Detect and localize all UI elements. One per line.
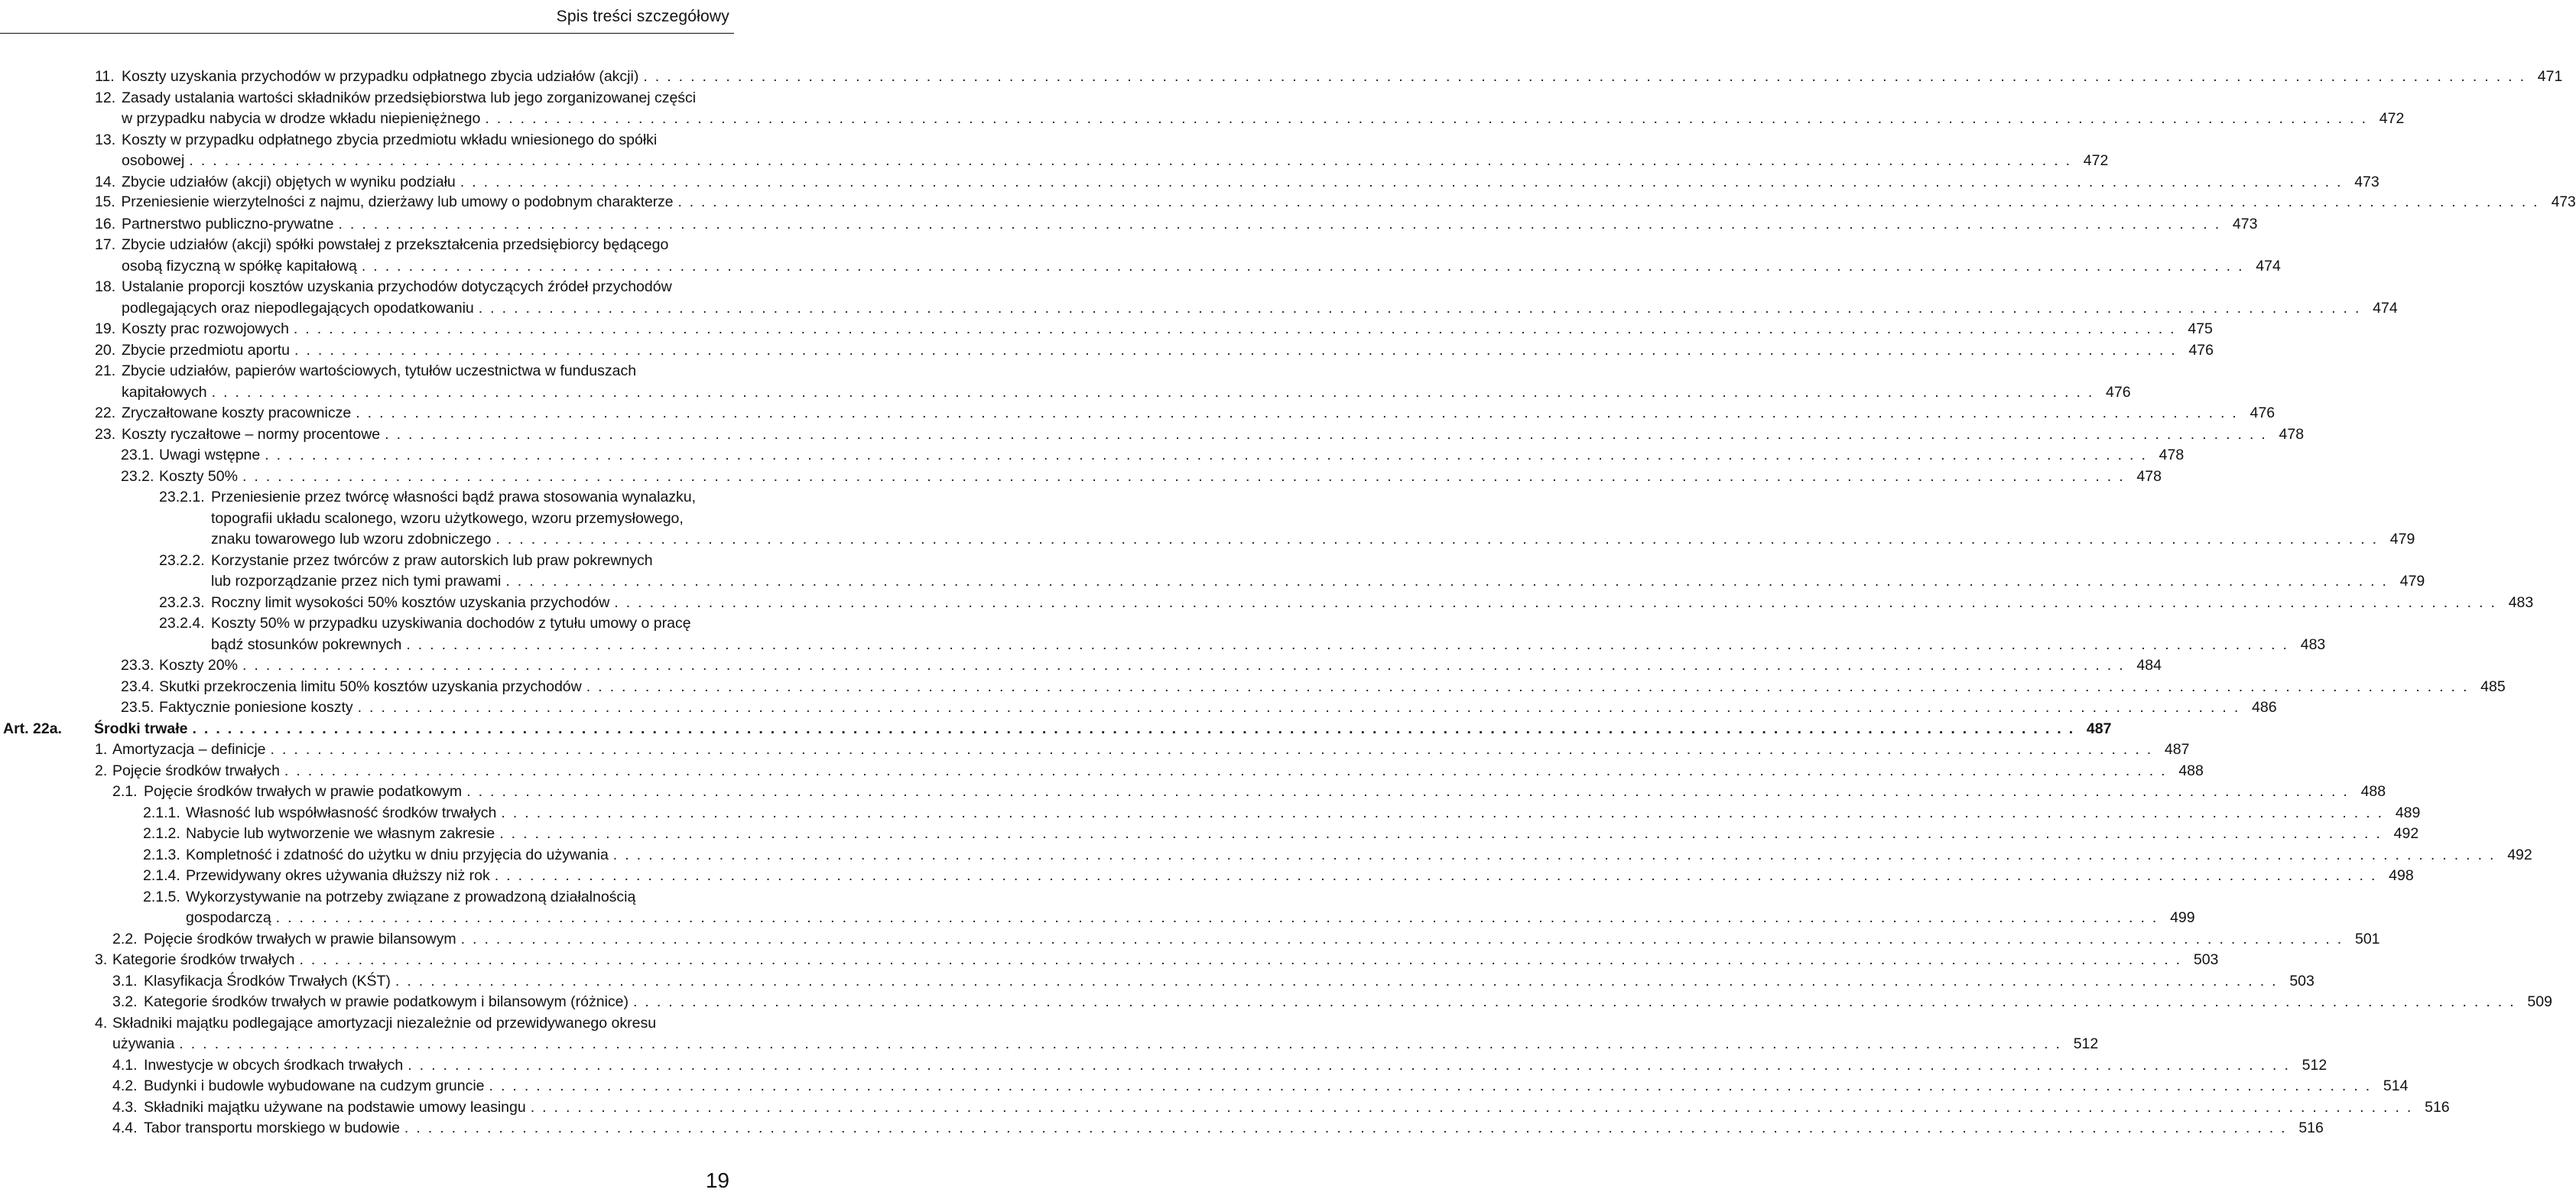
toc-page-number: 503 bbox=[2289, 972, 2315, 990]
toc-entry-title: Zbycie udziałów (akcji) objętych w wyniku podziału bbox=[122, 173, 456, 190]
toc-entry-title: osobą fizyczną w spółkę kapitałową bbox=[122, 257, 357, 275]
toc-line bbox=[211, 508, 684, 529]
dot-leader: . . . . . . . . . . . . . . . . . . . . . . . . . . . . . . . . . . . . . . . . . . . . . . . . . . . . . . . . . . . . . . . . . . . . . . . . . . . . . . . . . . . . . . . . . . . . . . . . . . . . . . . . . . . . . . . . . . . . . . . . . . . . . . . . . . . . . . . . . . . . . . . . . . . . . . . . . . . . . . . . bbox=[460, 173, 2343, 190]
toc-entry bbox=[0, 87, 2405, 129]
toc-entry bbox=[0, 129, 2109, 171]
toc-entry-title: Środki trwałe bbox=[94, 720, 188, 737]
toc-entry-title: Przewidywany okres używania dłuższy niż rok bbox=[186, 867, 490, 884]
toc-entry bbox=[0, 739, 2190, 760]
toc-entry-number: 22. bbox=[95, 405, 116, 421]
toc-line bbox=[95, 213, 2258, 235]
toc-entry-title: Zbycie udziałów, papierów wartościowych, tytułów uczestnictwa w funduszach bbox=[122, 362, 637, 379]
toc-line bbox=[112, 781, 2386, 802]
toc-line bbox=[121, 466, 2162, 487]
toc-entry-title: Składniki majątku używane na podstawie umowy leasingu bbox=[144, 1098, 526, 1116]
toc-entry-title: w przypadku nabycia w drodze wkładu niepieniężnego bbox=[122, 110, 481, 127]
toc-line bbox=[143, 823, 2419, 844]
toc-entry-title: Korzystanie przez twórców z praw autorskich lub praw pokrewnych bbox=[211, 551, 653, 569]
toc-entry-title: znaku towarowego lub wzoru zdobniczego bbox=[211, 531, 492, 548]
toc-page-number: 486 bbox=[2252, 699, 2277, 716]
toc-entry-title: Koszty prac rozwojowych bbox=[122, 320, 289, 337]
dot-leader: . . . . . . . . . . . . . . . . . . . . . . . . . . . . . . . . . . . . . . . . . . . . . . . . . . . . . . . . . . . . . . . . . . . . . . . . . . . . . . . . . . . . . . . . . . . . . . . . . . . . . . . . . . . . . . . . . . . . . . . . . . . . . . . . . . . . . . . . . . . . . . . . . . . . . . . . . . . . . . . . bbox=[677, 194, 2539, 210]
running-header-title: Spis treści szczegółowy bbox=[556, 7, 729, 25]
toc-entry bbox=[0, 424, 2305, 445]
dot-leader: . . . . . . . . . . . . . . . . . . . . . . . . . . . . . . . . . . . . . . . . . . . . . . . . . . . . . . . . . . . . . . . . . . . . . . . . . . . . . . . . . . . . . . . . . . . . . . . . . . . . . . . . . . . . . . . . . . . . . . . . . . . . . . . . . . . . . . . . . . . . . . . . . . . . . . . . . . . . . . . . bbox=[633, 993, 2516, 1010]
toc-entry bbox=[0, 1117, 2324, 1139]
toc-line bbox=[159, 486, 696, 508]
toc-page-number: 516 bbox=[2298, 1120, 2324, 1136]
toc-line bbox=[121, 676, 2506, 697]
toc-entry-number: 17. bbox=[95, 236, 116, 253]
dot-leader: . . . . . . . . . . . . . . . . . . . . . . . . . . . . . . . . . . . . . . . . . . . . . . . . . . . . . . . . . . . . . . . . . . . . . . . . . . . . . . . . . . . . . . . . . . . . . . . . . . . . . . . . . . . . . . . . . . . . . . . . . . . . . . . . . . . . . . . . . . . . . . . . . . . . . . . . . . . . . . . . bbox=[361, 257, 2244, 275]
toc-line bbox=[95, 424, 2305, 445]
toc-entry-number: 23.1. bbox=[121, 447, 154, 463]
dot-leader: . . . . . . . . . . . . . . . . . . . . . . . . . . . . . . . . . . . . . . . . . . . . . . . . . . . . . . . . . . . . . . . . . . . . . . . . . . . . . . . . . . . . . . . . . . . . . . . . . . . . . . . . . . . . . . . . . . . . . . . . . . . . . . . . . . . . . . . . . . . . . . . . . . . . . . . . . . . . . . . . bbox=[586, 678, 2469, 695]
toc-line bbox=[121, 697, 2277, 718]
toc-line bbox=[211, 634, 2326, 655]
dot-leader: . . . . . . . . . . . . . . . . . . . . . . . . . . . . . . . . . . . . . . . . . . . . . . . . . . . . . . . . . . . . . . . . . . . . . . . . . . . . . . . . . . . . . . . . . . . . . . . . . . . . . . . . . . . . . . . . . . . . . . . . . . . . . . . . . . . . . . . . . . . . . . . . . . . . . . . . . . . . . . . . bbox=[408, 1056, 2291, 1074]
toc-entry-title: Kategorie środków trwałych w prawie podatkowym i bilansowym (różnice) bbox=[144, 993, 629, 1010]
toc-line bbox=[122, 108, 2405, 129]
toc-page-number: 484 bbox=[2136, 657, 2162, 674]
toc-line bbox=[122, 382, 2131, 403]
toc-entry bbox=[0, 865, 2414, 886]
toc-page-number: 492 bbox=[2507, 846, 2532, 863]
dot-leader: . . . . . . . . . . . . . . . . . . . . . . . . . . . . . . . . . . . . . . . . . . . . . . . . . . . . . . . . . . . . . . . . . . . . . . . . . . . . . . . . . . . . . . . . . . . . . . . . . . . . . . . . . . . . . . . . . . . . . . . . . . . . . . . . . . . . . . . . . . . . . . . . . . . . . . . . . . . . . . . . bbox=[501, 804, 2384, 821]
toc-entry-title: Kategorie środków trwałych bbox=[112, 951, 295, 968]
toc-entry-number: 4.3. bbox=[112, 1098, 138, 1116]
dot-leader: . . . . . . . . . . . . . . . . . . . . . . . . . . . . . . . . . . . . . . . . . . . . . . . . . . . . . . . . . . . . . . . . . . . . . . . . . . . . . . . . . . . . . . . . . . . . . . . . . . . . . . . . . . . . . . . . . . . . . . . . . . . . . . . . . . . . . . . . . . . . . . . . . . . . . . . . . . . . . . . . bbox=[489, 1077, 2372, 1094]
toc-page-number: 489 bbox=[2395, 804, 2421, 821]
running-header bbox=[0, 0, 734, 34]
toc-entry-number: 2.1. bbox=[112, 783, 138, 800]
toc-line bbox=[95, 276, 672, 297]
dot-leader: . . . . . . . . . . . . . . . . . . . . . . . . . . . . . . . . . . . . . . . . . . . . . . . . . . . . . . . . . . . . . . . . . . . . . . . . . . . . . . . . . . . . . . . . . . . . . . . . . . . . . . . . . . . . . . . . . . . . . . . . . . . . . . . . . . . . . . . . . . . . . . . . . . . . . . . . . . . . . . . . bbox=[614, 593, 2497, 611]
toc-line bbox=[95, 360, 636, 382]
toc-page-number: 514 bbox=[2383, 1077, 2409, 1094]
toc-entry-title: używania bbox=[112, 1035, 175, 1052]
toc-line bbox=[159, 550, 653, 571]
toc-entry-title: Klasyfikacja Środków Trwałych (KŚT) bbox=[144, 972, 391, 990]
toc-entry-number: 18. bbox=[95, 278, 116, 295]
toc-entry-title: Pojęcie środków trwałych w prawie podatkowym bbox=[144, 783, 463, 800]
toc-entry-title: podlegających oraz niepodlegających opodatkowaniu bbox=[122, 299, 474, 317]
toc-entry-title: Roczny limit wysokości 50% kosztów uzyskania przychodów bbox=[211, 593, 610, 611]
toc-page-number: 487 bbox=[2086, 720, 2112, 737]
toc-entry-number: 2.1.1. bbox=[143, 804, 180, 821]
dot-leader: . . . . . . . . . . . . . . . . . . . . . . . . . . . . . . . . . . . . . . . . . . . . . . . . . . . . . . . . . . . . . . . . . . . . . . . . . . . . . . . . . . . . . . . . . . . . . . . . . . . . . . . . . . . . . . . . . . . . . . . . . . . . . . . . . . . . . . . . . . . . . . . . . . . . . . . . . . . . . . . . bbox=[494, 867, 2377, 884]
toc-entry bbox=[0, 697, 2277, 718]
toc-entry-number: 23.2.1. bbox=[159, 489, 205, 505]
toc-page-number: 498 bbox=[2389, 867, 2414, 884]
toc-line bbox=[112, 1055, 2327, 1076]
toc-entry-number: 13. bbox=[95, 131, 116, 148]
toc-entry-number: 4.2. bbox=[112, 1077, 138, 1094]
toc-entry bbox=[0, 1012, 2099, 1055]
toc-line bbox=[112, 991, 2552, 1012]
toc-entry-title: Własność lub współwłasność środków trwałych bbox=[186, 804, 497, 821]
dot-leader: . . . . . . . . . . . . . . . . . . . . . . . . . . . . . . . . . . . . . . . . . . . . . . . . . . . . . . . . . . . . . . . . . . . . . . . . . . . . . . . . . . . . . . . . . . . . . . . . . . . . . . . . . . . . . . . . . . . . . . . . . . . . . . . . . . . . . . . . . . . . . . . . . . . . . . . . . . . . . . . . bbox=[242, 657, 2125, 674]
toc-page-number: 473 bbox=[2551, 194, 2576, 210]
toc-line bbox=[143, 865, 2414, 886]
toc-page-number: 476 bbox=[2188, 341, 2214, 359]
toc-entry bbox=[0, 886, 2195, 928]
dot-leader: . . . . . . . . . . . . . . . . . . . . . . . . . . . . . . . . . . . . . . . . . . . . . . . . . . . . . . . . . . . . . . . . . . . . . . . . . . . . . . . . . . . . . . . . . . . . . . . . . . . . . . . . . . . . . . . . . . . . . . . . . . . . . . . . . . . . . . . . . . . . . . . . . . . . . . . . . . . . . . . . bbox=[293, 320, 2176, 337]
toc-entry-title: Wykorzystywanie na potrzeby związane z prowadzoną działalnością bbox=[186, 888, 636, 905]
dot-leader: . . . . . . . . . . . . . . . . . . . . . . . . . . . . . . . . . . . . . . . . . . . . . . . . . . . . . . . . . . . . . . . . . . . . . . . . . . . . . . . . . . . . . . . . . . . . . . . . . . . . . . . . . . . . . . . . . . . . . . . . . . . . . . . . . . . . . . . . . . . . . . . . . . . . . . . . . . . . . . . . bbox=[478, 299, 2361, 317]
toc-entry-number: 23.5. bbox=[121, 699, 154, 716]
toc-entry-number: 2.1.4. bbox=[143, 867, 180, 884]
toc-page-number: 499 bbox=[2170, 909, 2195, 926]
toc-entry bbox=[0, 466, 2162, 487]
toc-entry-number: 23.3. bbox=[121, 657, 154, 674]
toc-entry-number: Art. 22a. bbox=[3, 720, 62, 737]
dot-leader: . . . . . . . . . . . . . . . . . . . . . . . . . . . . . . . . . . . . . . . . . . . . . . . . . . . . . . . . . . . . . . . . . . . . . . . . . . . . . . . . . . . . . . . . . . . . . . . . . . . . . . . . . . . . . . . . . . . . . . . . . . . . . . . . . . . . . . . . . . . . . . . . . . . . . . . . . . . . . . . . bbox=[499, 825, 2383, 842]
toc-entry bbox=[0, 949, 2219, 970]
toc-entry bbox=[0, 844, 2532, 866]
dot-leader: . . . . . . . . . . . . . . . . . . . . . . . . . . . . . . . . . . . . . . . . . . . . . . . . . . . . . . . . . . . . . . . . . . . . . . . . . . . . . . . . . . . . . . . . . . . . . . . . . . . . . . . . . . . . . . . . . . . . . . . . . . . . . . . . . . . . . . . . . . . . . . . . . . . . . . . . . . . . . . . . bbox=[270, 741, 2153, 758]
toc-line bbox=[112, 1033, 2099, 1055]
dot-leader: . . . . . . . . . . . . . . . . . . . . . . . . . . . . . . . . . . . . . . . . . . . . . . . . . . . . . . . . . . . . . . . . . . . . . . . . . . . . . . . . . . . . . . . . . . . . . . . . . . . . . . . . . . . . . . . . . . . . . . . . . . . . . . . . . . . . . . . . . . . . . . . . . . . . . . . . . . . . . . . . bbox=[189, 152, 2072, 169]
dot-leader: . . . . . . . . . . . . . . . . . . . . . . . . . . . . . . . . . . . . . . . . . . . . . . . . . . . . . . . . . . . . . . . . . . . . . . . . . . . . . . . . . . . . . . . . . . . . . . . . . . . . . . . . . . . . . . . . . . . . . . . . . . . . . . . . . . . . . . . . . . . . . . . . . . . . . . . . . . . . . . . . bbox=[385, 425, 2268, 443]
toc-line bbox=[3, 718, 2112, 739]
toc-page-number: 503 bbox=[2193, 951, 2219, 968]
toc-entry-number: 23.4. bbox=[121, 678, 154, 695]
toc-line bbox=[95, 129, 657, 151]
toc-entry bbox=[0, 802, 2421, 824]
toc-entry-title: Koszty ryczałtowe – normy procentowe bbox=[122, 425, 381, 443]
toc-entry-number: 16. bbox=[95, 215, 116, 232]
toc-entry-title: Partnerstwo publiczno-prywatne bbox=[122, 215, 334, 232]
toc-entry-title: Skutki przekroczenia limitu 50% kosztów uzyskania przychodów bbox=[159, 678, 582, 695]
toc-entry bbox=[0, 970, 2315, 992]
toc-line bbox=[95, 234, 668, 255]
dot-leader: . . . . . . . . . . . . . . . . . . . . . . . . . . . . . . . . . . . . . . . . . . . . . . . . . . . . . . . . . . . . . . . . . . . . . . . . . . . . . . . . . . . . . . . . . . . . . . . . . . . . . . . . . . . . . . . . . . . . . . . . . . . . . . . . . . . . . . . . . . . . . . . . . . . . . . . . . . . . . . . . bbox=[612, 846, 2496, 863]
toc-line bbox=[112, 1097, 2450, 1118]
toc-page-number: 516 bbox=[2425, 1098, 2450, 1116]
toc-entry-number: 3.1. bbox=[112, 972, 138, 990]
toc-line bbox=[143, 802, 2421, 824]
toc-entry-number: 2.1.5. bbox=[143, 888, 180, 905]
toc-entry-title: Pojęcie środków trwałych bbox=[112, 762, 280, 779]
toc-page-number: 487 bbox=[2164, 741, 2190, 758]
toc-entry-title: Koszty 50% bbox=[159, 467, 238, 485]
toc-page-number: 474 bbox=[2256, 257, 2281, 275]
toc-entry-title: Amortyzacja – definicje bbox=[112, 741, 266, 758]
dot-leader: . . . . . . . . . . . . . . . . . . . . . . . . . . . . . . . . . . . . . . . . . . . . . . . . . . . . . . . . . . . . . . . . . . . . . . . . . . . . . . . . . . . . . . . . . . . . . . . . . . . . . . . . . . . . . . . . . . . . . . . . . . . . . . . . . . . . . . . . . . . . . . . . . . . . . . . . . . . . . . . . bbox=[530, 1098, 2413, 1116]
toc-line bbox=[121, 655, 2162, 676]
toc-entry-number: 2. bbox=[95, 762, 108, 779]
toc-entry bbox=[0, 340, 2214, 361]
dot-leader: . . . . . . . . . . . . . . . . . . . . . . . . . . . . . . . . . . . . . . . . . . . . . . . . . . . . . . . . . . . . . . . . . . . . . . . . . . . . . . . . . . . . . . . . . . . . . . . . . . . . . . . . . . . . . . . . . . . . . . . . . . . . . . . . . . . . . . . . . . . . . . . . . . . . . . . . . . . . . . . . bbox=[179, 1035, 2062, 1052]
toc-line bbox=[95, 739, 2190, 760]
dot-leader: . . . . . . . . . . . . . . . . . . . . . . . . . . . . . . . . . . . . . . . . . . . . . . . . . . . . . . . . . . . . . . . . . . . . . . . . . . . . . . . . . . . . . . . . . . . . . . . . . . . . . . . . . . . . . . . . . . . . . . . . . . . . . . . . . . . . . . . . . . . . . . . . . . . . . . . . . . . . . . . . bbox=[192, 720, 2075, 737]
toc-line bbox=[95, 1012, 656, 1034]
toc-entry-title: Składniki majątku podlegające amortyzacji niezależnie od przewidywanego okresu bbox=[112, 1014, 657, 1032]
toc-entry-number: 14. bbox=[95, 173, 116, 190]
dot-leader: . . . . . . . . . . . . . . . . . . . . . . . . . . . . . . . . . . . . . . . . . . . . . . . . . . . . . . . . . . . . . . . . . . . . . . . . . . . . . . . . . . . . . . . . . . . . . . . . . . . . . . . . . . . . . . . . . . . . . . . . . . . . . . . . . . . . . . . . . . . . . . . . . . . . . . . . . . . . . . . . bbox=[294, 341, 2177, 359]
toc-entry-title: Zbycie przedmiotu aportu bbox=[122, 341, 291, 359]
dot-leader: . . . . . . . . . . . . . . . . . . . . . . . . . . . . . . . . . . . . . . . . . . . . . . . . . . . . . . . . . . . . . . . . . . . . . . . . . . . . . . . . . . . . . . . . . . . . . . . . . . . . . . . . . . . . . . . . . . . . . . . . . . . . . . . . . . . . . . . . . . . . . . . . . . . . . . . . . . . . . . . . bbox=[275, 909, 2159, 926]
toc-entry bbox=[0, 676, 2506, 697]
toc-page-number: 492 bbox=[2393, 825, 2419, 842]
toc-entry-number: 2.2. bbox=[112, 930, 138, 947]
toc-entry-number: 20. bbox=[95, 341, 116, 359]
toc-page-number: 485 bbox=[2480, 678, 2506, 695]
toc-entry-title: Zbycie udziałów (akcji) spółki powstałej z przekształcenia przedsiębiorcy będącego bbox=[122, 236, 669, 253]
toc-entry-number: 23.2.4. bbox=[159, 615, 205, 632]
dot-leader: . . . . . . . . . . . . . . . . . . . . . . . . . . . . . . . . . . . . . . . . . . . . . . . . . . . . . . . . . . . . . . . . . . . . . . . . . . . . . . . . . . . . . . . . . . . . . . . . . . . . . . . . . . . . . . . . . . . . . . . . . . . . . . . . . . . . . . . . . . . . . . . . . . . . . . . . . . . . . . . . bbox=[357, 699, 2240, 716]
toc-entry-number: 4.4. bbox=[112, 1120, 138, 1136]
toc-line bbox=[95, 87, 696, 109]
toc-page-number: 488 bbox=[2360, 783, 2386, 800]
toc-entry-number: 2.1.3. bbox=[143, 846, 180, 863]
dot-leader: . . . . . . . . . . . . . . . . . . . . . . . . . . . . . . . . . . . . . . . . . . . . . . . . . . . . . . . . . . . . . . . . . . . . . . . . . . . . . . . . . . . . . . . . . . . . . . . . . . . . . . . . . . . . . . . . . . . . . . . . . . . . . . . . . . . . . . . . . . . . . . . . . . . . . . . . . . . . . . . . bbox=[299, 951, 2182, 968]
toc-page-number: 478 bbox=[2279, 425, 2305, 443]
toc-line bbox=[159, 592, 2534, 613]
toc-line bbox=[211, 570, 2425, 592]
toc-entry bbox=[0, 781, 2386, 802]
toc-entry bbox=[0, 550, 2425, 592]
toc-entry-title: topografii układu scalonego, wzoru użytkowego, wzoru przemysłowego, bbox=[211, 509, 684, 527]
toc-entry-title: Koszty w przypadku odpłatnego zbycia przedmiotu wkładu wniesionego do spółki bbox=[122, 131, 658, 148]
toc-line bbox=[95, 949, 2219, 970]
dot-leader: . . . . . . . . . . . . . . . . . . . . . . . . . . . . . . . . . . . . . . . . . . . . . . . . . . . . . . . . . . . . . . . . . . . . . . . . . . . . . . . . . . . . . . . . . . . . . . . . . . . . . . . . . . . . . . . . . . . . . . . . . . . . . . . . . . . . . . . . . . . . . . . . . . . . . . . . . . . . . . . . bbox=[395, 972, 2278, 990]
toc-entry bbox=[0, 760, 2204, 782]
toc-entry bbox=[0, 318, 2213, 340]
toc-entry-number: 15. bbox=[95, 194, 115, 210]
dot-leader: . . . . . . . . . . . . . . . . . . . . . . . . . . . . . . . . . . . . . . . . . . . . . . . . . . . . . . . . . . . . . . . . . . . . . . . . . . . . . . . . . . . . . . . . . . . . . . . . . . . . . . . . . . . . . . . . . . . . . . . . . . . . . . . . . . . . . . . . . . . . . . . . . . . . . . . . . . . . . . . . bbox=[466, 783, 2350, 800]
toc-entry bbox=[0, 171, 2379, 193]
toc-entry-title: Koszty uzyskania przychodów w przypadku odpłatnego zbycia udziałów (akcji) bbox=[122, 68, 639, 85]
toc-entry-title: Zryczałtowane koszty pracownicze bbox=[122, 405, 352, 421]
toc-page-number: 483 bbox=[2508, 593, 2534, 611]
dot-leader: . . . . . . . . . . . . . . . . . . . . . . . . . . . . . . . . . . . . . . . . . . . . . . . . . . . . . . . . . . . . . . . . . . . . . . . . . . . . . . . . . . . . . . . . . . . . . . . . . . . . . . . . . . . . . . . . . . . . . . . . . . . . . . . . . . . . . . . . . . . . . . . . . . . . . . . . . . . . . . . . bbox=[495, 531, 2379, 548]
toc-entry-title: Ustalanie proporcji kosztów uzyskania przychodów dotyczących źródeł przychodów bbox=[122, 278, 672, 295]
toc-line bbox=[95, 318, 2213, 340]
dot-leader: . . . . . . . . . . . . . . . . . . . . . . . . . . . . . . . . . . . . . . . . . . . . . . . . . . . . . . . . . . . . . . . . . . . . . . . . . . . . . . . . . . . . . . . . . . . . . . . . . . . . . . . . . . . . . . . . . . . . . . . . . . . . . . . . . . . . . . . . . . . . . . . . . . . . . . . . . . . . . . . . bbox=[460, 930, 2344, 947]
dot-leader: . . . . . . . . . . . . . . . . . . . . . . . . . . . . . . . . . . . . . . . . . . . . . . . . . . . . . . . . . . . . . . . . . . . . . . . . . . . . . . . . . . . . . . . . . . . . . . . . . . . . . . . . . . . . . . . . . . . . . . . . . . . . . . . . . . . . . . . . . . . . . . . . . . . . . . . . . . . . . . . . bbox=[505, 573, 2389, 590]
toc-entry-number: 23. bbox=[95, 425, 116, 443]
toc-entry-title: Inwestycje w obcych środkach trwałych bbox=[144, 1056, 404, 1074]
toc-entry bbox=[0, 613, 2326, 655]
toc-entry-title: lub rozporządzanie przez nich tymi prawami bbox=[211, 573, 502, 590]
toc-entry-title: Tabor transportu morskiego w budowie bbox=[144, 1120, 400, 1136]
toc-entry-number: 3. bbox=[95, 951, 108, 968]
dot-leader: . . . . . . . . . . . . . . . . . . . . . . . . . . . . . . . . . . . . . . . . . . . . . . . . . . . . . . . . . . . . . . . . . . . . . . . . . . . . . . . . . . . . . . . . . . . . . . . . . . . . . . . . . . . . . . . . . . . . . . . . . . . . . . . . . . . . . . . . . . . . . . . . . . . . . . . . . . . . . . . . bbox=[211, 383, 2094, 401]
toc-entry-title: Budynki i budowle wybudowane na cudzym gruncie bbox=[144, 1077, 485, 1094]
toc-page-number: 472 bbox=[2083, 152, 2109, 169]
toc-entry bbox=[0, 823, 2419, 844]
toc-entry-title: kapitałowych bbox=[122, 383, 207, 401]
toc-entry bbox=[0, 402, 2276, 424]
toc-entry bbox=[0, 1075, 2409, 1097]
dot-leader: . . . . . . . . . . . . . . . . . . . . . . . . . . . . . . . . . . . . . . . . . . . . . . . . . . . . . . . . . . . . . . . . . . . . . . . . . . . . . . . . . . . . . . . . . . . . . . . . . . . . . . . . . . . . . . . . . . . . . . . . . . . . . . . . . . . . . . . . . . . . . . . . . . . . . . . . . . . . . . . . bbox=[265, 447, 2148, 463]
toc-line bbox=[122, 297, 2398, 319]
dot-leader: . . . . . . . . . . . . . . . . . . . . . . . . . . . . . . . . . . . . . . . . . . . . . . . . . . . . . . . . . . . . . . . . . . . . . . . . . . . . . . . . . . . . . . . . . . . . . . . . . . . . . . . . . . . . . . . . . . . . . . . . . . . . . . . . . . . . . . . . . . . . . . . . . . . . . . . . . . . . . . . . bbox=[356, 405, 2239, 421]
toc-page-number: 473 bbox=[2354, 173, 2379, 190]
toc-entry-number: 2.1.2. bbox=[143, 825, 180, 842]
toc-line bbox=[95, 760, 2204, 782]
toc-entry-title: Koszty 50% w przypadku uzyskiwania dochodów z tytułu umowy o pracę bbox=[211, 615, 691, 632]
toc-entry-title: Faktycznie poniesione koszty bbox=[159, 699, 353, 716]
dot-leader: . . . . . . . . . . . . . . . . . . . . . . . . . . . . . . . . . . . . . . . . . . . . . . . . . . . . . . . . . . . . . . . . . . . . . . . . . . . . . . . . . . . . . . . . . . . . . . . . . . . . . . . . . . . . . . . . . . . . . . . . . . . . . . . . . . . . . . . . . . . . . . . . . . . . . . . . . . . . . . . . bbox=[338, 215, 2221, 232]
toc-page-number: 471 bbox=[2537, 68, 2563, 85]
toc-page-number: 478 bbox=[2136, 467, 2162, 485]
toc-entry-number: 21. bbox=[95, 362, 116, 379]
toc-entry bbox=[0, 655, 2162, 676]
toc-page-number: 512 bbox=[2302, 1056, 2327, 1074]
toc-line bbox=[122, 255, 2281, 277]
toc-page-number: 501 bbox=[2354, 930, 2380, 947]
toc-page-number: 474 bbox=[2373, 299, 2398, 317]
toc-entry bbox=[0, 192, 2576, 213]
toc-entry bbox=[0, 276, 2398, 318]
toc-page-number: 475 bbox=[2188, 320, 2213, 337]
toc-line bbox=[143, 886, 635, 908]
toc-line bbox=[143, 844, 2532, 866]
toc-entry-number: 4. bbox=[95, 1014, 108, 1032]
toc-page-number: 512 bbox=[2073, 1035, 2099, 1052]
toc-entry-number: 11. bbox=[95, 68, 115, 85]
toc-entry-number: 3.2. bbox=[112, 993, 138, 1010]
toc-entry bbox=[0, 592, 2534, 613]
toc-entry-title: Zasady ustalania wartości składników przedsiębiorstwa lub jego zorganizowanej części bbox=[122, 89, 697, 106]
toc-entry-title: Pojęcie środków trwałych w prawie bilansowym bbox=[144, 930, 456, 947]
toc-line bbox=[95, 171, 2379, 193]
dot-leader: . . . . . . . . . . . . . . . . . . . . . . . . . . . . . . . . . . . . . . . . . . . . . . . . . . . . . . . . . . . . . . . . . . . . . . . . . . . . . . . . . . . . . . . . . . . . . . . . . . . . . . . . . . . . . . . . . . . . . . . . . . . . . . . . . . . . . . . . . . . . . . . . . . . . . . . . . . . . . . . . bbox=[406, 635, 2289, 653]
dot-leader: . . . . . . . . . . . . . . . . . . . . . . . . . . . . . . . . . . . . . . . . . . . . . . . . . . . . . . . . . . . . . . . . . . . . . . . . . . . . . . . . . . . . . . . . . . . . . . . . . . . . . . . . . . . . . . . . . . . . . . . . . . . . . . . . . . . . . . . . . . . . . . . . . . . . . . . . . . . . . . . . bbox=[643, 68, 2526, 85]
toc-page-number: 479 bbox=[2389, 531, 2415, 548]
toc-line bbox=[112, 970, 2315, 992]
toc-entry bbox=[0, 486, 2415, 550]
toc-line bbox=[95, 402, 2276, 424]
toc-entry-title: Przeniesienie przez twórcę własności bądź prawa stosowania wynalazku, bbox=[211, 489, 697, 505]
toc-entry-number: 23.2. bbox=[121, 467, 154, 485]
toc-entry bbox=[0, 360, 2131, 402]
dot-leader: . . . . . . . . . . . . . . . . . . . . . . . . . . . . . . . . . . . . . . . . . . . . . . . . . . . . . . . . . . . . . . . . . . . . . . . . . . . . . . . . . . . . . . . . . . . . . . . . . . . . . . . . . . . . . . . . . . . . . . . . . . . . . . . . . . . . . . . . . . . . . . . . . . . . . . . . . . . . . . . . bbox=[284, 762, 2167, 779]
toc-entry bbox=[0, 991, 2552, 1012]
toc-entry-number: 23.2.2. bbox=[159, 551, 205, 569]
toc-page-number: 488 bbox=[2178, 762, 2204, 779]
toc-line bbox=[112, 1117, 2324, 1139]
toc-entry bbox=[0, 718, 2112, 739]
toc-entry bbox=[0, 1055, 2327, 1076]
toc-entry-number: 23.2.3. bbox=[159, 593, 205, 611]
toc-entry-number: 4.1. bbox=[112, 1056, 138, 1074]
toc-page-number: 478 bbox=[2159, 447, 2185, 463]
toc-line bbox=[122, 150, 2109, 171]
toc-entry bbox=[0, 66, 2563, 87]
toc-entry bbox=[0, 234, 2281, 276]
toc-line bbox=[211, 528, 2415, 550]
toc-entry bbox=[0, 213, 2258, 235]
toc-line bbox=[186, 907, 2195, 928]
toc-line bbox=[159, 613, 691, 634]
dot-leader: . . . . . . . . . . . . . . . . . . . . . . . . . . . . . . . . . . . . . . . . . . . . . . . . . . . . . . . . . . . . . . . . . . . . . . . . . . . . . . . . . . . . . . . . . . . . . . . . . . . . . . . . . . . . . . . . . . . . . . . . . . . . . . . . . . . . . . . . . . . . . . . . . . . . . . . . . . . . . . . . bbox=[485, 110, 2368, 127]
toc-page-number: 483 bbox=[2300, 635, 2326, 653]
toc-entry-number: 12. bbox=[95, 89, 116, 106]
toc-page-number: 509 bbox=[2527, 993, 2552, 1010]
toc-entry-title: bądź stosunków pokrewnych bbox=[211, 635, 402, 653]
toc-entry bbox=[0, 928, 2380, 950]
toc-page-number: 473 bbox=[2232, 215, 2258, 232]
toc-line bbox=[95, 192, 2576, 213]
toc-entry-number: 1. bbox=[95, 741, 108, 758]
dot-leader: . . . . . . . . . . . . . . . . . . . . . . . . . . . . . . . . . . . . . . . . . . . . . . . . . . . . . . . . . . . . . . . . . . . . . . . . . . . . . . . . . . . . . . . . . . . . . . . . . . . . . . . . . . . . . . . . . . . . . . . . . . . . . . . . . . . . . . . . . . . . . . . . . . . . . . . . . . . . . . . . bbox=[404, 1120, 2287, 1136]
toc-entry-number: 19. bbox=[95, 320, 116, 337]
toc-line bbox=[95, 66, 2563, 87]
page-number: 19 bbox=[705, 1168, 729, 1192]
dot-leader: . . . . . . . . . . . . . . . . . . . . . . . . . . . . . . . . . . . . . . . . . . . . . . . . . . . . . . . . . . . . . . . . . . . . . . . . . . . . . . . . . . . . . . . . . . . . . . . . . . . . . . . . . . . . . . . . . . . . . . . . . . . . . . . . . . . . . . . . . . . . . . . . . . . . . . . . . . . . . . . . bbox=[242, 467, 2125, 485]
toc-entry-title: Przeniesienie wierzytelności z najmu, dzierżawy lub umowy o podobnym charakterze bbox=[121, 194, 674, 210]
toc-page-number: 479 bbox=[2399, 573, 2425, 590]
toc-line bbox=[112, 928, 2380, 950]
toc-entry-title: osobowej bbox=[122, 152, 185, 169]
toc-entry-title: Koszty 20% bbox=[159, 657, 238, 674]
toc-page-number: 472 bbox=[2379, 110, 2405, 127]
toc-line bbox=[112, 1075, 2409, 1097]
toc-entry-title: Nabycie lub wytworzenie we własnym zakresie bbox=[186, 825, 495, 842]
toc-page-number: 476 bbox=[2250, 405, 2276, 421]
toc-entry bbox=[0, 444, 2185, 466]
toc-entry-title: gospodarczą bbox=[186, 909, 271, 926]
toc-page-number: 476 bbox=[2106, 383, 2131, 401]
toc-entry bbox=[0, 1097, 2450, 1118]
toc-line bbox=[121, 444, 2185, 466]
toc-entry-title: Kompletność i zdatność do użytku w dniu przyjęcia do używania bbox=[186, 846, 609, 863]
toc-line bbox=[95, 340, 2214, 361]
toc-entry-title: Uwagi wstępne bbox=[159, 447, 261, 463]
